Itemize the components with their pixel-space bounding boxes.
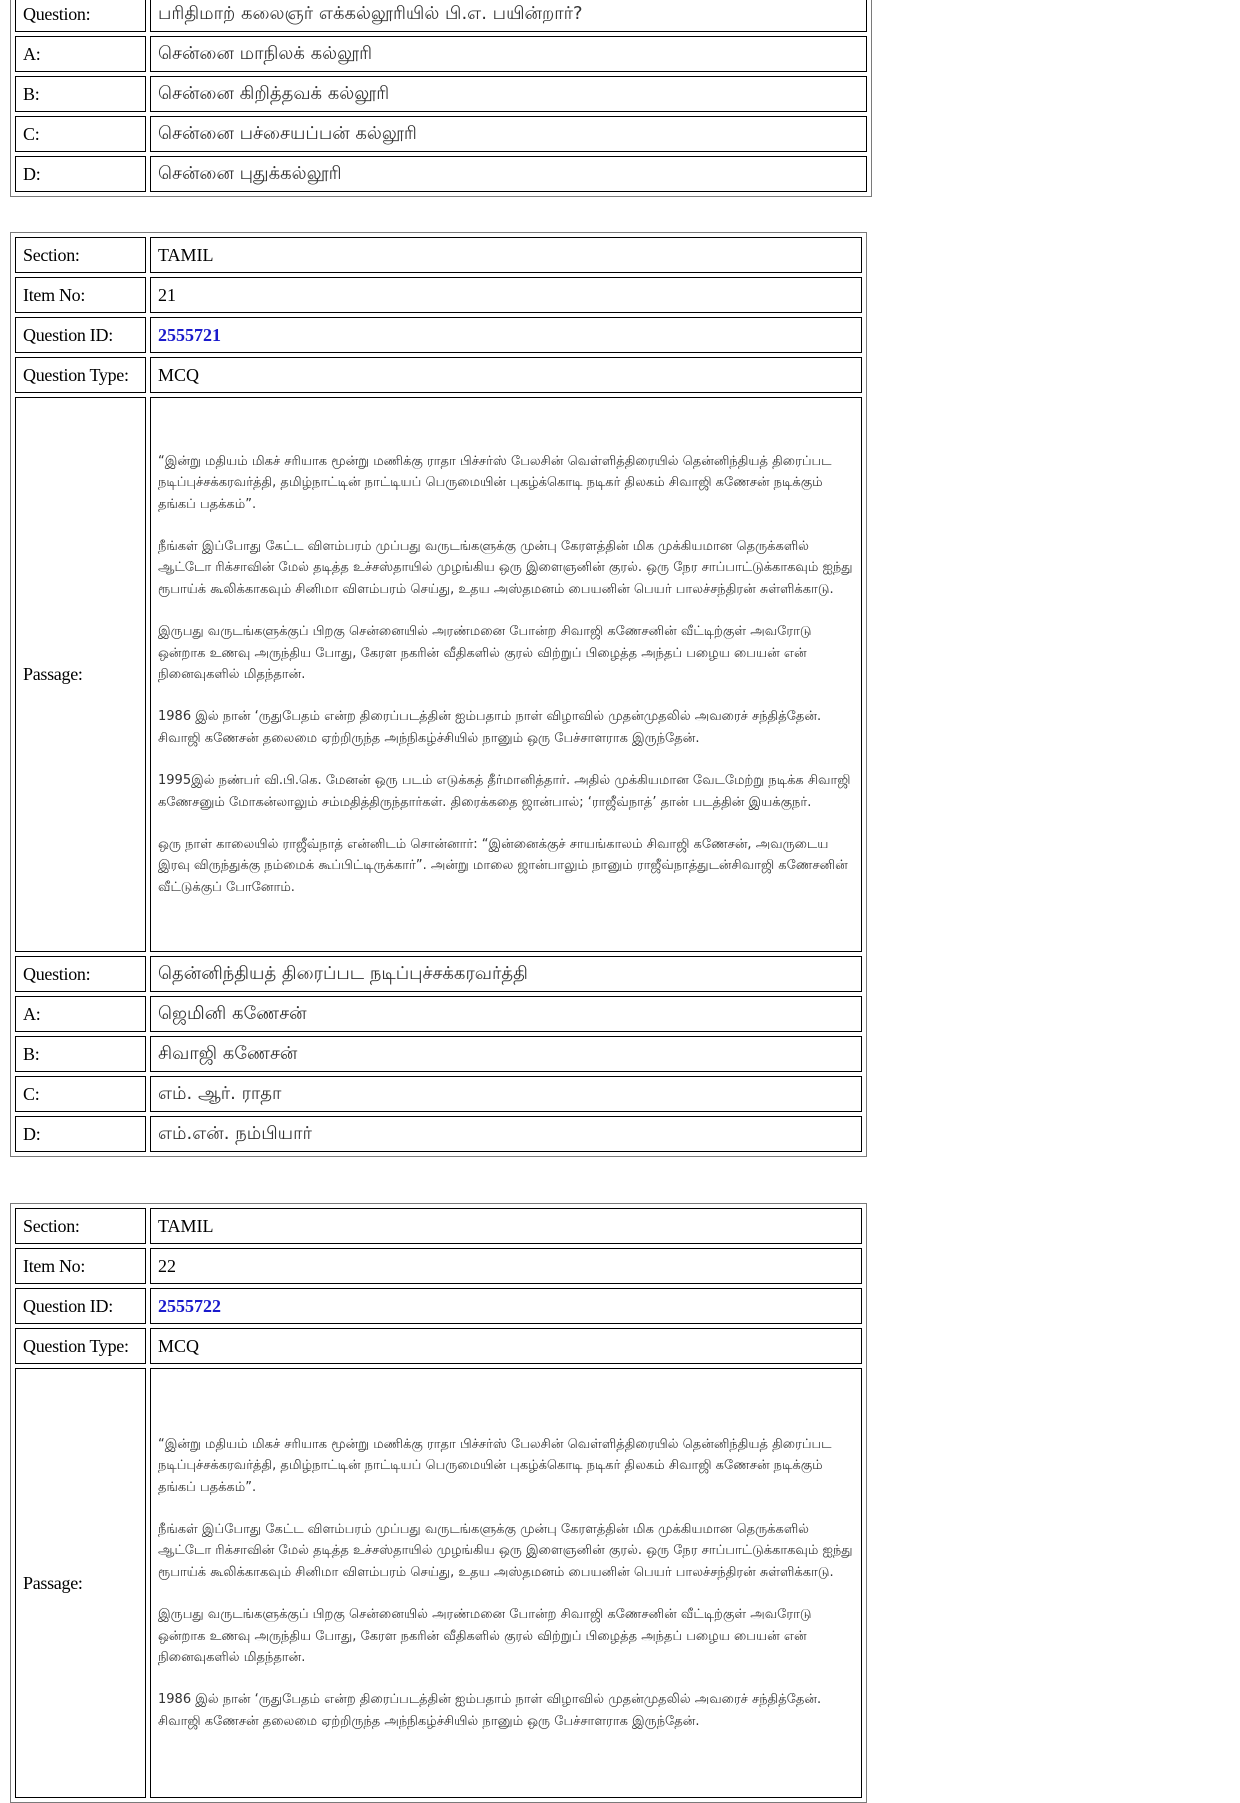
passage-row — [15, 397, 862, 952]
option-d-label: D: — [15, 156, 146, 192]
passage-paragraph: நீங்கள் இப்போது கேட்ட விளம்பரம் முப்பது வருடங்களுக்கு முன்பு கேரளத்தின் மிக முக்கியமான தெருக்களில் ஆட்டோ ரிக்சாவின் மேல் தடித்த உச்சஸ்தாயில் முழங்கிய ஒரு இளைஞனின் குரல். ஒரு நேர சாப்பாட்டுக்காகவும் ஐந்து ரூபாய்க் கூலிக்காகவும் சினிமா விளம்பரம் செய்து, உதய அஸ்தமனம் பையனின் பெயர் பாலச்சந்திரன் சுள்ளிக்காடு. — [158, 1521, 853, 1580]
section-label: Section: — [15, 1208, 146, 1244]
option-b-text: சிவாஜி கணேசன் — [150, 1036, 862, 1072]
item-no-row — [15, 1248, 862, 1284]
section-row — [15, 237, 862, 273]
passage-paragraph: ஒரு நாள் காலையில் ராஜீவ்நாத் என்னிடம் சொன்னார்: “இன்னைக்குச் சாயங்காலம் சிவாஜி கணேசன், அவருடைய இரவு விருந்துக்கு நம்மைக் கூப்பிட்டிருக்கார்”. அன்று மாலை ஜான்பாலும் நானும் ராஜீவ்நாத்துடன்சிவாஜி கணேசனின் வீட்டுக்குப் போனோம். — [158, 837, 848, 895]
question-text: தென்னிந்தியத் திரைப்பட நடிப்புச்சக்கரவர்த்தி — [150, 956, 862, 992]
question-type-row — [15, 1328, 862, 1364]
question-row — [15, 0, 867, 32]
question-id-value: 2555722 — [150, 1288, 862, 1324]
option-d-text: எம்.என். நம்பியார் — [150, 1116, 862, 1152]
option-a-text: சென்னை மாநிலக் கல்லூரி — [150, 36, 867, 72]
option-c-label: C: — [15, 1076, 146, 1112]
option-c-label: C: — [15, 116, 146, 152]
option-a-row — [15, 36, 867, 72]
question-id-row — [15, 317, 862, 353]
section-label: Section: — [15, 237, 146, 273]
option-c-row — [15, 116, 867, 152]
option-d-text: சென்னை புதுக்கல்லூரி — [150, 156, 867, 192]
item-no-row — [15, 277, 862, 313]
question-type-value: MCQ — [150, 1328, 862, 1364]
passage-label: Passage: — [15, 1368, 146, 1798]
passage-paragraph: 1995இல் நண்பர் வி.பி.கெ. மேனன் ஒரு படம் எடுக்கத் தீர்மானித்தார். அதில் முக்கியமான வேடமேற்று நடிக்க சிவாஜி கணேசனும் மோகன்லாலும் சம்மதித்திருந்தார்கள். திரைக்கதை ஜான்பால்; ‘ராஜீவ்நாத்’ தான் படத்தின் இயக்குநர். — [158, 773, 851, 810]
question-block-3 — [10, 1203, 867, 1803]
question-id-label: Question ID: — [15, 1288, 146, 1324]
question-block-1 — [10, 0, 872, 197]
section-value: TAMIL — [150, 237, 862, 273]
option-b-row — [15, 76, 867, 112]
question-row — [15, 956, 862, 992]
question-block-2 — [10, 232, 867, 1157]
option-b-row — [15, 1036, 862, 1072]
passage-paragraph: 1986 இல் நான் ‘ருதுபேதம் என்ற திரைப்படத்தின் ஐம்பதாம் நாள் விழாவில் முதன்முதலில் அவரைச் சந்தித்தேன். சிவாஜி கணேசன் தலைமை ஏற்றிருந்த அந்நிகழ்ச்சியில் நானும் ஒரு பேச்சாளராக இருந்தேன். — [158, 1692, 822, 1729]
item-no-label: Item No: — [15, 277, 146, 313]
option-c-text: எம். ஆர். ராதா — [150, 1076, 862, 1112]
item-no-value: 21 — [150, 277, 862, 313]
question-label: Question: — [15, 0, 146, 32]
question-type-row — [15, 357, 862, 393]
question-type-label: Question Type: — [15, 357, 146, 393]
option-d-row — [15, 1116, 862, 1152]
option-c-row — [15, 1076, 862, 1112]
option-b-label: B: — [15, 76, 146, 112]
question-id-row — [15, 1288, 862, 1324]
option-b-text: சென்னை கிறித்தவக் கல்லூரி — [150, 76, 867, 112]
question-id-value: 2555721 — [150, 317, 862, 353]
passage-label: Passage: — [15, 397, 146, 952]
question-type-value: MCQ — [150, 357, 862, 393]
option-c-text: சென்னை பச்சையப்பன் கல்லூரி — [150, 116, 867, 152]
passage-paragraph: இருபது வருடங்களுக்குப் பிறகு சென்னையில் அரண்மனை போன்ற சிவாஜி கணேசனின் வீட்டிற்குள் அவரோடு ஒன்றாக உணவு அருந்திய போது, கேரள நகரின் வீதிகளில் குரல் விற்றுப் பிழைத்த அந்தப் பழைய பையன் என் நினைவுகளில் மிதந்தான். — [158, 1607, 812, 1666]
passage-text — [150, 397, 862, 952]
option-a-label: A: — [15, 996, 146, 1032]
passage-paragraph: “இன்று மதியம் மிகச் சரியாக மூன்று மணிக்கு ராதா பிச்சர்ஸ் பேலசின் வெள்ளித்திரையில் தென்னிந்தியத் திரைப்பட நடிப்புச்சக்கரவர்த்தி, தமிழ்நாட்டின் நாட்டியப் பெருமையின் புகழ்க்கொடி நடிகர் திலகம் சிவாஜி கணேசன் நடிக்கும் தங்கப் பதக்கம்”. — [158, 453, 832, 512]
question-type-label: Question Type: — [15, 1328, 146, 1364]
option-a-label: A: — [15, 36, 146, 72]
question-id-label: Question ID: — [15, 317, 146, 353]
option-d-row — [15, 156, 867, 192]
option-a-text: ஜெமினி கணேசன் — [150, 996, 862, 1032]
question-text: பரிதிமாற் கலைஞர் எக்கல்லூரியில் பி.எ. பயின்றார்? — [150, 0, 867, 32]
option-b-label: B: — [15, 1036, 146, 1072]
passage-paragraph: நீங்கள் இப்போது கேட்ட விளம்பரம் முப்பது வருடங்களுக்கு முன்பு கேரளத்தின் மிக முக்கியமான தெருக்களில் ஆட்டோ ரிக்சாவின் மேல் தடித்த உச்சஸ்தாயில் முழங்கிய ஒரு இளைஞனின் குரல். ஒரு நேர சாப்பாட்டுக்காகவும் ஐந்து ரூபாய்க் கூலிக்காகவும் சினிமா விளம்பரம் செய்து, உதய அஸ்தமனம் பையனின் பெயர் பாலச்சந்திரன் சுள்ளிக்காடு. — [158, 538, 853, 597]
passage-paragraph: “இன்று மதியம் மிகச் சரியாக மூன்று மணிக்கு ராதா பிச்சர்ஸ் பேலசின் வெள்ளித்திரையில் தென்னிந்தியத் திரைப்பட நடிப்புச்சக்கரவர்த்தி, தமிழ்நாட்டின் நாட்டியப் பெருமையின் புகழ்க்கொடி நடிகர் திலகம் சிவாஜி கணேசன் நடிக்கும் தங்கப் பதக்கம்”. — [158, 1436, 832, 1495]
option-d-label: D: — [15, 1116, 146, 1152]
passage-row — [15, 1368, 862, 1798]
passage-text — [150, 1368, 862, 1798]
passage-paragraph: 1986 இல் நான் ‘ருதுபேதம் என்ற திரைப்படத்தின் ஐம்பதாம் நாள் விழாவில் முதன்முதலில் அவரைச் சந்தித்தேன். சிவாஜி கணேசன் தலைமை ஏற்றிருந்த அந்நிகழ்ச்சியில் நானும் ஒரு பேச்சாளராக இருந்தேன். — [158, 709, 822, 746]
question-label: Question: — [15, 956, 146, 992]
item-no-value: 22 — [150, 1248, 862, 1284]
section-row — [15, 1208, 862, 1244]
section-value: TAMIL — [150, 1208, 862, 1244]
passage-paragraph: இருபது வருடங்களுக்குப் பிறகு சென்னையில் அரண்மனை போன்ற சிவாஜி கணேசனின் வீட்டிற்குள் அவரோடு ஒன்றாக உணவு அருந்திய போது, கேரள நகரின் வீதிகளில் குரல் விற்றுப் பிழைத்த அந்தப் பழைய பையன் என் நினைவுகளில் மிதந்தான். — [158, 624, 812, 682]
item-no-label: Item No: — [15, 1248, 146, 1284]
option-a-row — [15, 996, 862, 1032]
